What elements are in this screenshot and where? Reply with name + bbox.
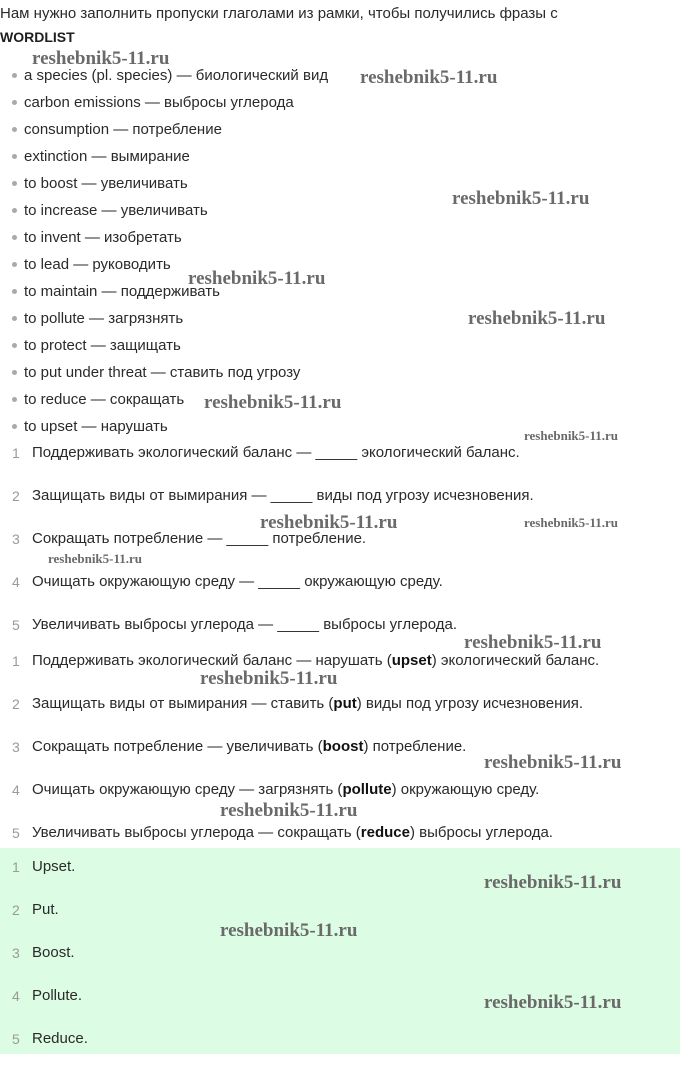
wordlist-item xyxy=(0,359,328,386)
item-number: 4 xyxy=(12,988,20,1004)
wordlist-item-text: a species (pl. species) — биологический вид xyxy=(24,67,329,84)
watermark: reshebnik5-11.ru xyxy=(260,512,398,533)
wordlist-item xyxy=(0,413,328,440)
watermark: reshebnik5-11.ru xyxy=(524,428,619,443)
watermark: reshebnik5-11.ru xyxy=(188,268,326,289)
watermark: reshebnik5-11.ru xyxy=(204,392,342,413)
wordlist-item-text: to increase — увеличивать xyxy=(24,202,208,219)
intro-text: Нам нужно заполнить пропуски глаголами из рамки, чтобы получились фразы с xyxy=(0,5,558,22)
bullet-icon xyxy=(12,181,17,186)
answer-key-text: Boost. xyxy=(32,944,75,961)
answer-text-after: ) потребление. xyxy=(363,738,467,755)
bullet-icon xyxy=(12,397,17,402)
answer-text xyxy=(32,694,583,714)
wordlist-item xyxy=(0,386,328,413)
item-number: 1 xyxy=(12,859,20,875)
wordlist-item xyxy=(0,278,328,305)
answer-key-text: Pollute. xyxy=(32,987,83,1004)
watermark: reshebnik5-11.ru xyxy=(220,920,358,941)
answer-text-after: ) экологический баланс. xyxy=(431,652,600,669)
bullet-icon xyxy=(12,208,17,213)
bullet-icon xyxy=(12,235,17,240)
answer-key-text: Upset. xyxy=(32,858,76,875)
answer-text xyxy=(32,823,553,843)
watermark: reshebnik5-11.ru xyxy=(48,551,143,566)
item-number: 2 xyxy=(12,488,20,504)
wordlist-item-text: to pollute — загрязнять xyxy=(24,310,184,327)
exercise-text: Поддерживать экологический баланс — _____ экологический баланс. xyxy=(32,444,520,461)
wordlist xyxy=(0,62,328,440)
wordlist-item-text: to reduce — сокращать xyxy=(24,391,185,408)
item-number: 3 xyxy=(12,739,20,755)
exercise-text: Увеличивать выбросы углерода — _____ выбросы углерода. xyxy=(32,616,458,633)
wordlist-item-text: to lead — руководить xyxy=(24,256,171,273)
wordlist-item xyxy=(0,305,328,332)
item-number: 1 xyxy=(12,445,20,461)
answer-text xyxy=(32,651,599,671)
watermark: reshebnik5-11.ru xyxy=(484,992,622,1013)
answer-word: reduce xyxy=(360,824,410,841)
watermark: reshebnik5-11.ru xyxy=(32,48,170,69)
watermark: reshebnik5-11.ru xyxy=(484,752,622,773)
wordlist-item xyxy=(0,116,328,143)
watermark: reshebnik5-11.ru xyxy=(220,800,358,821)
exercise-text: Защищать виды от вымирания — _____ виды под угрозу исчезновения. xyxy=(32,487,534,504)
bullet-icon xyxy=(12,154,17,159)
answer-text-before: Поддерживать экологический баланс — нарушать ( xyxy=(32,652,392,669)
answer-text xyxy=(32,780,539,800)
wordlist-item xyxy=(0,251,328,278)
item-number: 5 xyxy=(12,825,20,841)
wordlist-item-text: to put under threat — ставить под угрозу xyxy=(24,364,301,381)
item-number: 3 xyxy=(12,531,20,547)
answer-text-before: Очищать окружающую среду — загрязнять ( xyxy=(32,781,343,798)
bullet-icon xyxy=(12,127,17,132)
item-number: 5 xyxy=(12,1031,20,1047)
wordlist-item xyxy=(0,143,328,170)
watermark: reshebnik5-11.ru xyxy=(468,308,606,329)
watermark: reshebnik5-11.ru xyxy=(524,515,619,530)
answer-text-after: ) выбросы углерода. xyxy=(409,824,553,841)
watermark: reshebnik5-11.ru xyxy=(484,872,622,893)
exercise-text: Сокращать потребление — _____ потребление. xyxy=(32,530,367,547)
item-number: 1 xyxy=(12,653,20,669)
bullet-icon xyxy=(12,73,17,78)
item-number: 3 xyxy=(12,945,20,961)
wordlist-item xyxy=(0,332,328,359)
answer-text xyxy=(32,737,466,757)
bullet-icon xyxy=(12,370,17,375)
wordlist-item-text: consumption — потребление xyxy=(24,121,222,138)
wordlist-item xyxy=(0,89,328,116)
watermark: reshebnik5-11.ru xyxy=(360,67,498,88)
answer-text-after: ) виды под угрозу исчезновения. xyxy=(356,695,584,712)
watermark: reshebnik5-11.ru xyxy=(200,668,338,689)
wordlist-item-text: to boost — увеличивать xyxy=(24,175,188,192)
item-number: 5 xyxy=(12,617,20,633)
item-number: 4 xyxy=(12,574,20,590)
bullet-icon xyxy=(12,343,17,348)
wordlist-item-text: to invent — изобретать xyxy=(24,229,182,246)
answer-box xyxy=(0,848,680,1054)
wordlist-item-text: to protect — защищать xyxy=(24,337,181,354)
watermark: reshebnik5-11.ru xyxy=(464,632,602,653)
answer-word: upset xyxy=(391,652,432,669)
answer-word: boost xyxy=(322,738,364,755)
answer-key-text: Put. xyxy=(32,901,59,918)
answer-key-text: Reduce. xyxy=(32,1030,88,1047)
item-number: 2 xyxy=(12,902,20,918)
wordlist-item xyxy=(0,62,328,89)
bullet-icon xyxy=(12,316,17,321)
watermark: reshebnik5-11.ru xyxy=(452,188,590,209)
bullet-icon xyxy=(12,262,17,267)
answer-text-before: Сокращать потребление — увеличивать ( xyxy=(32,738,323,755)
wordlist-heading: WORDLIST xyxy=(0,29,75,45)
wordlist-item-text: extinction — вымирание xyxy=(24,148,190,165)
answer-text-before: Увеличивать выбросы углерода — сокращать ( xyxy=(32,824,361,841)
wordlist-item xyxy=(0,170,328,197)
answer-text-after: ) окружающую среду. xyxy=(391,781,540,798)
bullet-icon xyxy=(12,424,17,429)
answer-text-before: Защищать виды от вымирания — ставить ( xyxy=(32,695,334,712)
wordlist-item xyxy=(0,224,328,251)
item-number: 2 xyxy=(12,696,20,712)
wordlist-item-text: carbon emissions — выбросы углерода xyxy=(24,94,294,111)
answer-word: pollute xyxy=(342,781,392,798)
item-number: 4 xyxy=(12,782,20,798)
wordlist-item-text: to upset — нарушать xyxy=(24,418,168,435)
wordlist-item-text: to maintain — поддерживать xyxy=(24,283,220,300)
bullet-icon xyxy=(12,100,17,105)
wordlist-item xyxy=(0,197,328,224)
answer-word: put xyxy=(333,695,357,712)
exercise-text: Очищать окружающую среду — _____ окружающую среду. xyxy=(32,573,443,590)
bullet-icon xyxy=(12,289,17,294)
